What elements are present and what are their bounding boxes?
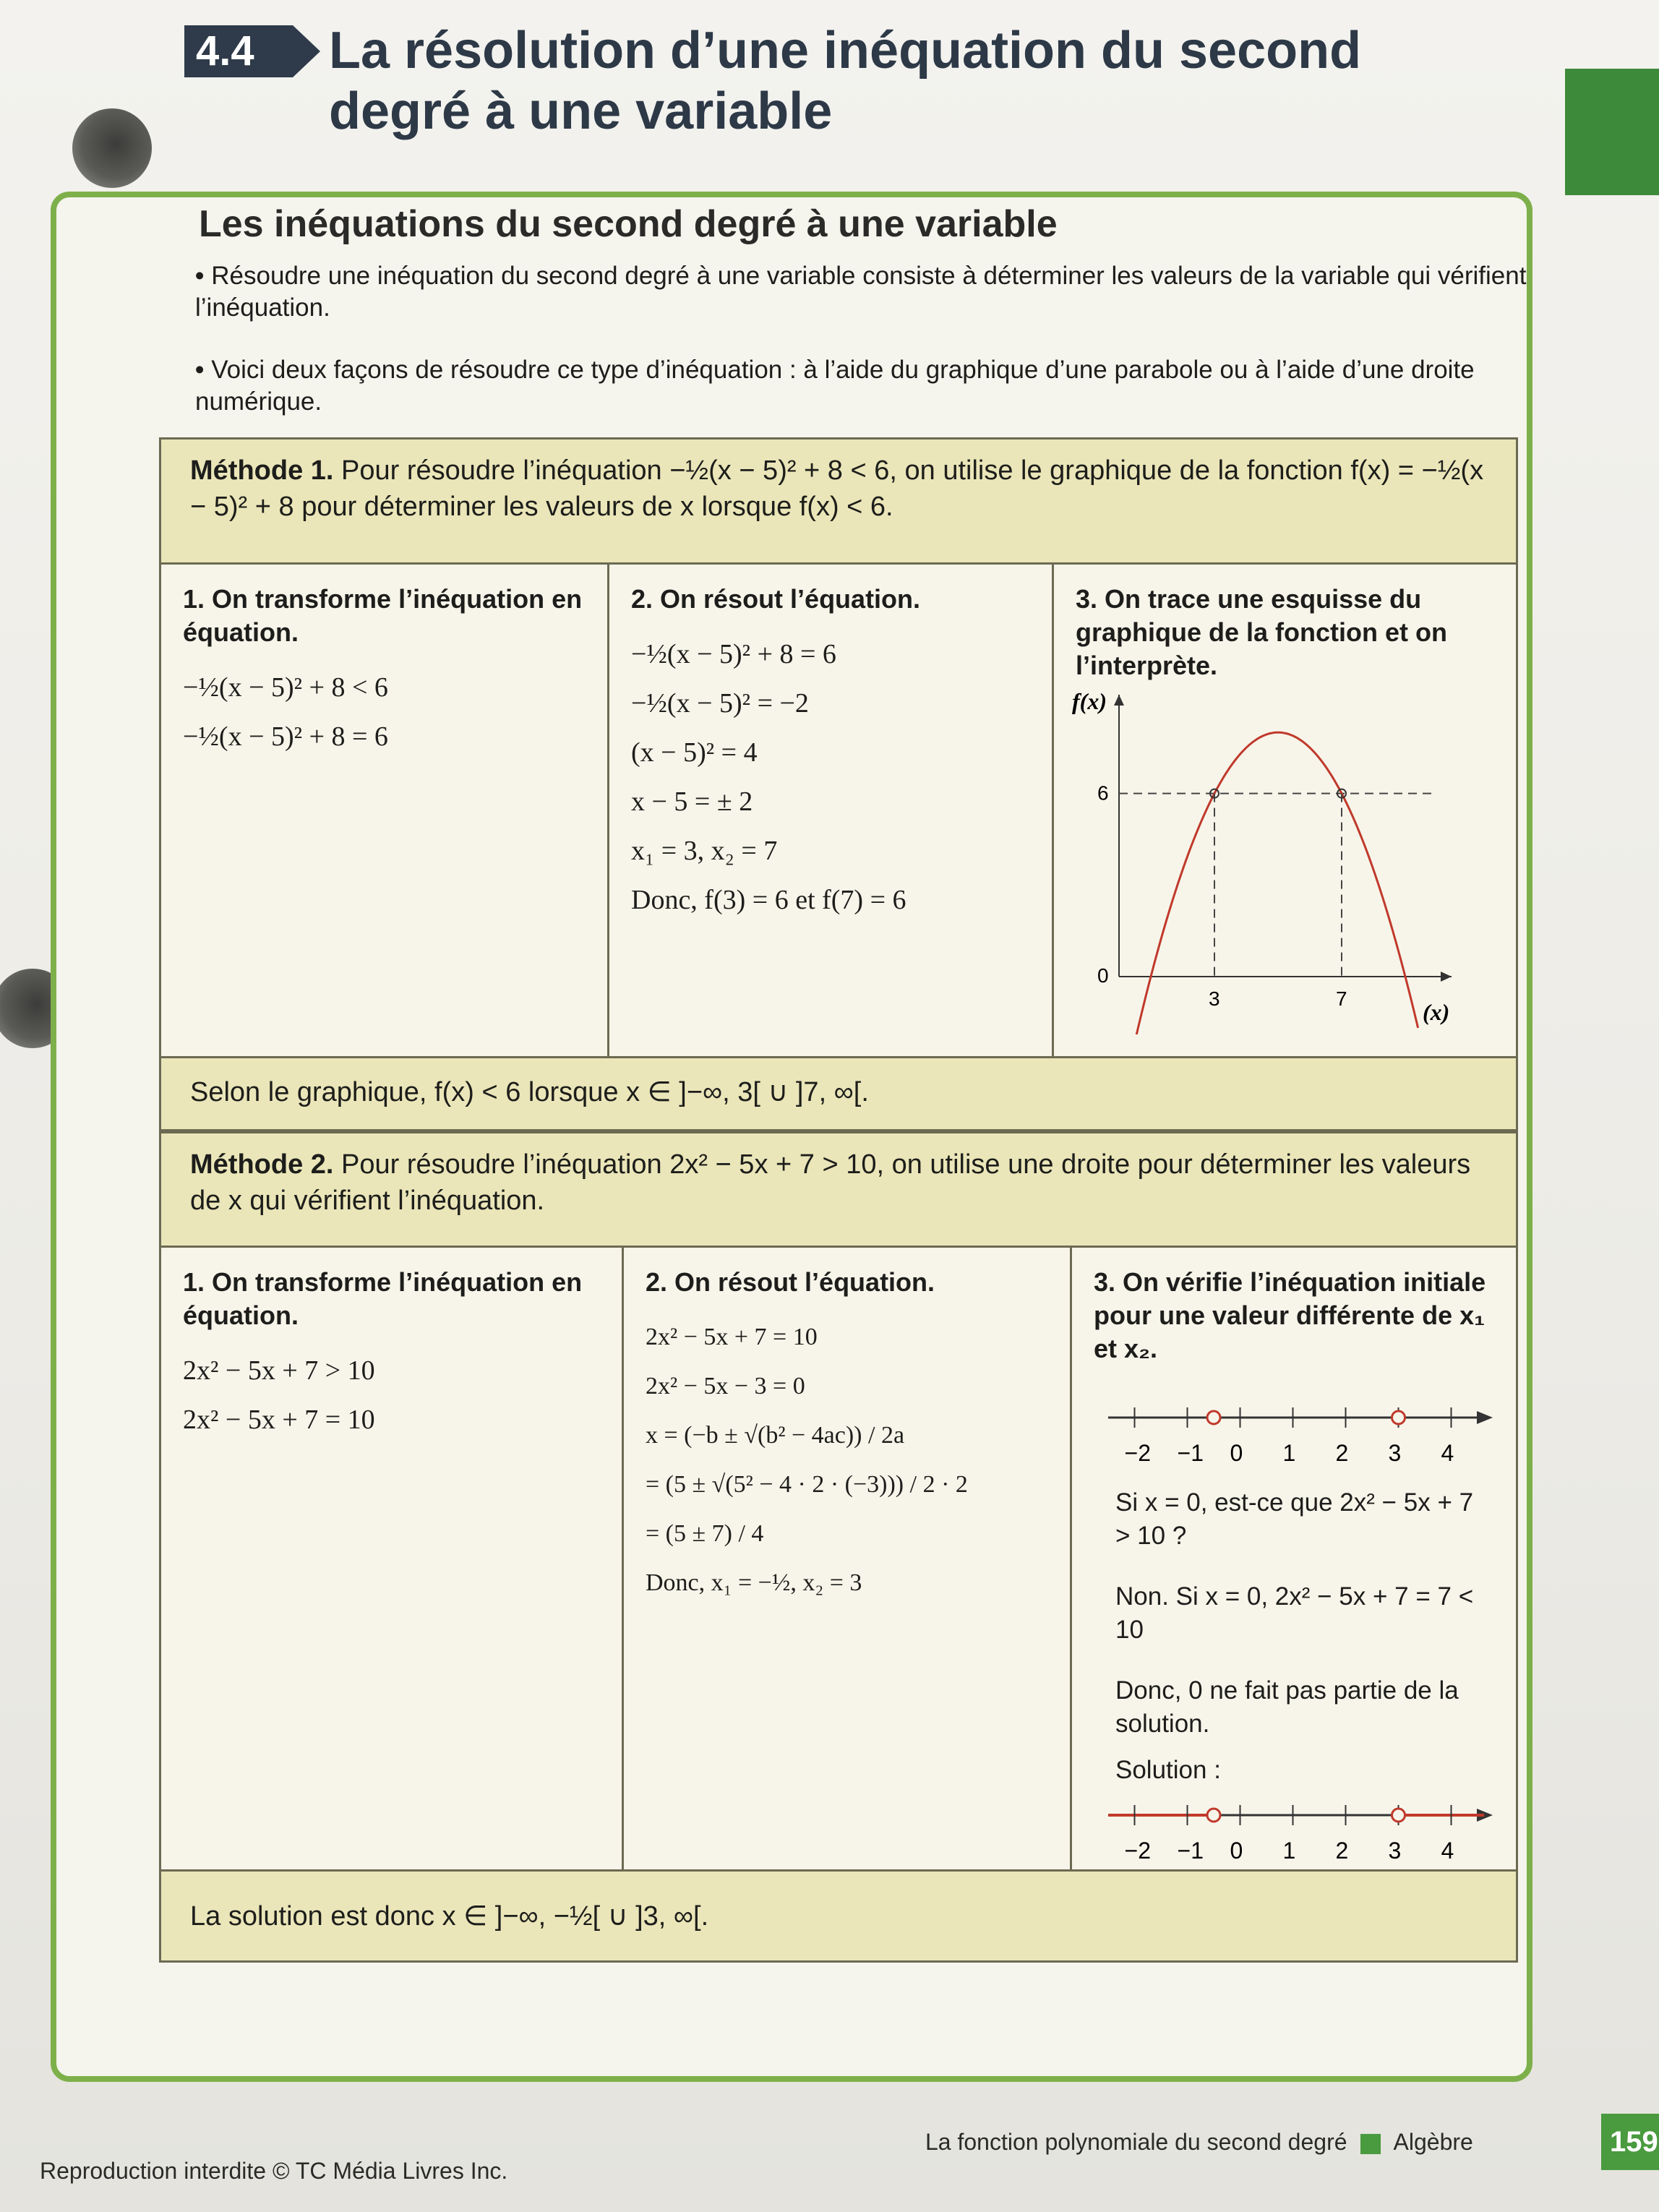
box-title: Les inéquations du second degré à une variable (199, 203, 1058, 245)
check-question: Si x = 0, est-ce que 2x² − 5x + 7 > 10 ? (1115, 1488, 1474, 1550)
chapter-tab (1565, 69, 1659, 195)
m1-step2-line: −½(x − 5)² = −2 (631, 688, 809, 719)
bullet-1: • Résoudre une inéquation du second degré à une variable consiste à déterminer les valeurs de la variable qui vérifient l’inéquation. (195, 262, 1527, 322)
method-1-intro-text: Pour résoudre l’inéquation −½(x − 5)² + 8 < 6, on utilise le graphique de la fonction f(x) = −½(x − 5)² + 8 pour déterminer les valeurs de x lorsque f(x) < 6. (190, 455, 1484, 522)
page-title (329, 20, 1486, 142)
open-point-x2 (1392, 1411, 1405, 1424)
method-1-step-1 (161, 565, 609, 1056)
m1-step3-title: 3. On trace une esquisse du graphique de la fonction et on l’interprète. (1076, 584, 1448, 680)
parabola-chart (1068, 673, 1473, 1034)
check-conclusion: Donc, 0 ne fait pas partie de la solution. (1115, 1676, 1459, 1738)
m2-step2-line: x = (−b ± √(b² − 4ac)) / 2a (646, 1422, 905, 1449)
method-1-panel (159, 437, 1518, 1131)
number-line-label: −2 (1124, 1440, 1151, 1465)
number-line-check (1094, 1399, 1499, 1465)
m2-step1-line: 2x² − 5x + 7 > 10 (183, 1355, 375, 1386)
method-2-step-3 (1072, 1248, 1516, 1869)
solution-label: Solution : (1115, 1756, 1221, 1784)
m1-step2-title: 2. On résout l’équation. (631, 584, 921, 614)
number-line-label: 0 (1230, 1440, 1243, 1465)
footer-chapter (925, 2129, 1473, 2156)
section-number: 4.4 (184, 25, 293, 77)
binder-hole-top (72, 108, 152, 188)
number-line-label: 1 (1282, 1440, 1296, 1465)
m2-step1-title: 1. On transforme l’inéquation en équation. (183, 1267, 583, 1330)
number-line-label: 3 (1388, 1838, 1402, 1862)
method-2-steps (161, 1246, 1516, 1872)
y-axis-label: f(x) (1072, 688, 1107, 714)
method-2-intro-text: Pour résoudre l’inéquation 2x² − 5x + 7 > 10, on utilise une droite pour déterminer les valeurs de x qui vérifient l’inéquation. (190, 1149, 1471, 1216)
number-line-label: 1 (1282, 1838, 1296, 1862)
x-tick-label: 7 (1336, 987, 1347, 1010)
number-line-label: 0 (1230, 1838, 1243, 1862)
x-axis-label: (x) (1423, 999, 1450, 1025)
bullet-2-text: Voici deux façons de résoudre ce type d’inéquation : à l’aide du graphique d’une parabole ou à l’aide d’une droite numérique. (195, 356, 1475, 416)
number-line-label: 2 (1335, 1838, 1349, 1862)
number-line-label: 4 (1441, 1838, 1454, 1862)
m1-step2-line: x − 5 = ± 2 (631, 786, 753, 817)
method-2-panel (159, 1131, 1518, 1963)
number-line-label: 4 (1441, 1440, 1454, 1465)
m2-step3-title: 3. On vérifie l’inéquation initiale pour une valeur différente de x₁ et x₂. (1094, 1267, 1486, 1363)
m2-step2-title: 2. On résout l’équation. (646, 1267, 935, 1297)
method-2-step-2 (624, 1248, 1072, 1869)
m2-step2-line: = (5 ± 7) / 4 (646, 1520, 764, 1547)
parabola-curve (1136, 732, 1418, 1034)
x-tick-label: 3 (1209, 987, 1220, 1010)
y-tick-label: 0 (1097, 964, 1109, 987)
chapter-title: La fonction polynomiale du second degré (925, 2129, 1347, 2155)
m2-step2-line: Donc, x₁ = −½, x₂ = 3 (646, 1569, 862, 1596)
method-2-intro (161, 1133, 1516, 1232)
open-point-x2 (1392, 1809, 1405, 1822)
m1-step1-title: 1. On transforme l’inéquation en équation. (183, 584, 583, 647)
open-point-x1 (1207, 1411, 1220, 1424)
m1-step2-line: −½(x − 5)² + 8 = 6 (631, 639, 836, 669)
x-axis-arrow (1441, 972, 1452, 982)
method-1-label: Méthode 1. (190, 455, 334, 486)
number-line-label: −1 (1177, 1440, 1204, 1465)
number-line-label: −1 (1177, 1838, 1204, 1862)
method-2-step-1 (161, 1248, 624, 1869)
method-1-step-2 (609, 565, 1054, 1056)
method-2-conclusion: La solution est donc x ∈ ]−∞, −½[ ∪ ]3, ∞[. (190, 1901, 709, 1932)
number-line-label: 3 (1388, 1440, 1402, 1465)
y-axis-arrow (1114, 695, 1124, 706)
bullet-2: • Voici deux façons de résoudre ce type d’inéquation : à l’aide du graphique d’une parabole ou à l’aide d’une droite numérique. (195, 356, 1475, 416)
check-answer: Non. Si x = 0, 2x² − 5x + 7 = 7 < 10 (1115, 1582, 1474, 1644)
page-number: 159 (1601, 2114, 1659, 2170)
number-line-label: 2 (1335, 1440, 1349, 1465)
m1-step2-line: (x − 5)² = 4 (631, 737, 758, 768)
m2-step2-line: 2x² − 5x + 7 = 10 (646, 1324, 818, 1350)
method-1-intro (161, 440, 1516, 538)
title-line-2: degré à une variable (329, 82, 833, 140)
y-tick-label: 6 (1097, 781, 1109, 805)
m2-step1-line: 2x² − 5x + 7 = 10 (183, 1405, 375, 1435)
m1-step2-line: Donc, f(3) = 6 et f(7) = 6 (631, 885, 906, 915)
method-1-step-3 (1054, 565, 1516, 1056)
m1-step2-line: x₁ = 3, x₂ = 7 (631, 836, 778, 866)
m1-step1-line: −½(x − 5)² + 8 = 6 (183, 721, 388, 752)
method-2-label: Méthode 2. (190, 1149, 334, 1180)
bullet-1-text: Résoudre une inéquation du second degré à une variable consiste à déterminer les valeurs de la variable qui vérifient l’inéquation. (195, 262, 1527, 322)
method-1-steps (161, 562, 1516, 1058)
method-1-conclusion: Selon le graphique, f(x) < 6 lorsque x ∈ ]−∞, 3[ ∪ ]7, ∞[. (190, 1077, 869, 1107)
domain-label: Algèbre (1393, 2129, 1473, 2155)
m2-step2-line: = (5 ± √(5² − 4 · 2 · (−3))) / 2 · 2 (646, 1471, 968, 1498)
m1-step1-line: −½(x − 5)² + 8 < 6 (183, 672, 388, 703)
number-line-solution (1094, 1797, 1499, 1862)
m2-step2-line: 2x² − 5x − 3 = 0 (646, 1373, 805, 1399)
domain-marker (1360, 2134, 1381, 2154)
number-line-label: −2 (1124, 1838, 1151, 1862)
copyright: Reproduction interdite © TC Média Livres Inc. (40, 2158, 508, 2184)
number-line-arrow (1477, 1411, 1493, 1424)
open-point-x1 (1207, 1809, 1220, 1822)
title-line-1: La résolution d’une inéquation du second (329, 22, 1362, 80)
